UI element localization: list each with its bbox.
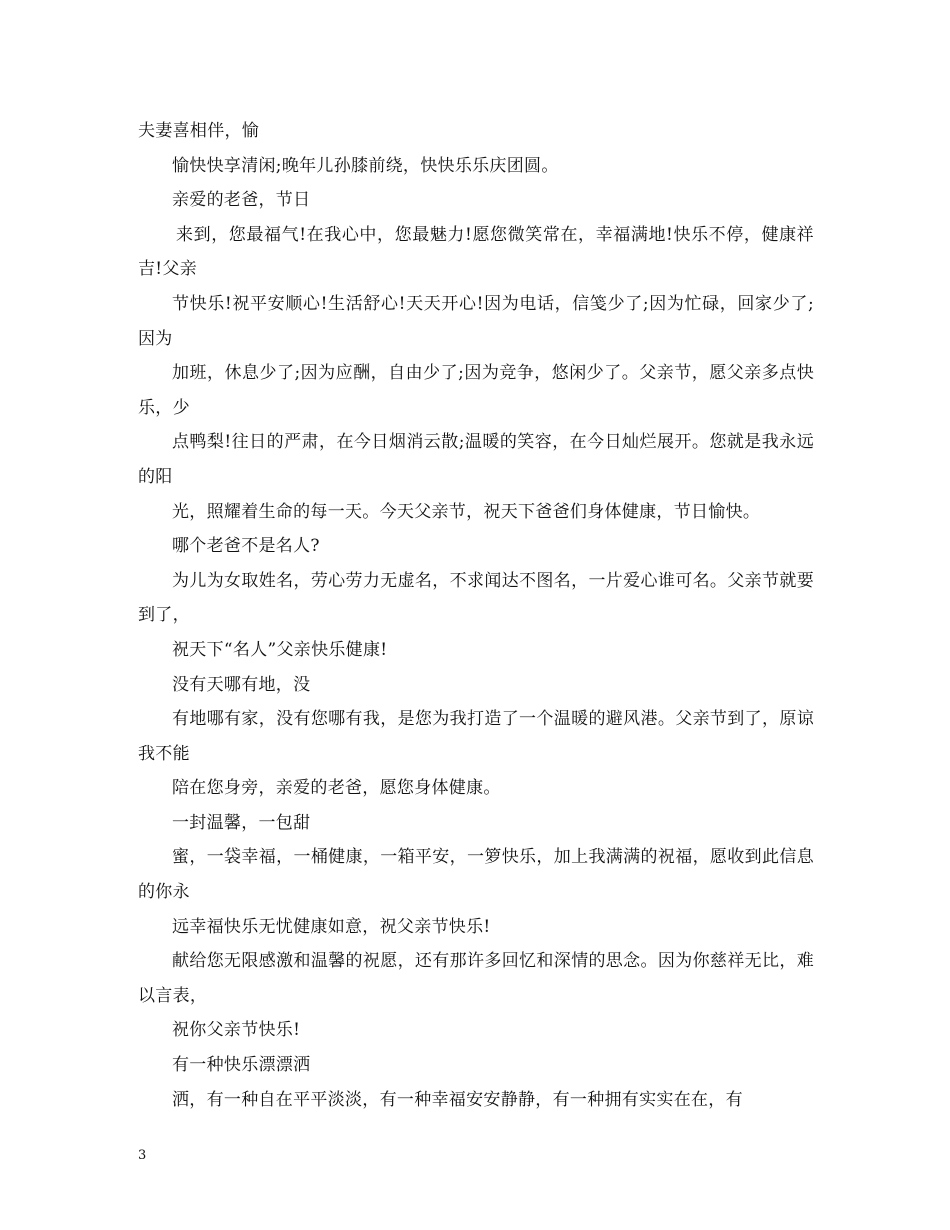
paragraph: 远幸福快乐无忧健康如意，祝父亲节快乐!	[172, 916, 491, 937]
paragraph: 节快乐!祝平安顺心!生活舒心!天天开心!因为电话，信笺少了;因为忙碌，回家少了;因为	[138, 293, 814, 349]
paragraph: 洒，有一种自在平平淡淡，有一种幸福安安静静，有一种拥有实实在在，有	[172, 1089, 743, 1110]
paragraph: 陪在您身旁，亲爱的老爸，愿您身体健康。	[172, 778, 501, 799]
paragraph: 一封温馨，一包甜	[172, 812, 311, 833]
body-text	[138, 114, 814, 1117]
page-number: 3	[138, 1148, 147, 1163]
paragraph: 有一种快乐漂漂洒	[172, 1055, 311, 1076]
paragraph: 来到，您最福气!在我心中，您最魅力!愿您微笑常在，幸福满地!快乐不停，健康祥吉!父亲	[138, 224, 814, 280]
paragraph: 亲爱的老爸，节日	[172, 190, 311, 211]
paragraph: 祝你父亲节快乐!	[172, 1020, 301, 1041]
paragraph: 祝天下“名人”父亲快乐健康!	[172, 639, 388, 660]
paragraph: 献给您无限感激和温馨的祝愿，还有那许多回忆和深情的思念。因为你慈祥无比，难以言表，	[138, 951, 814, 1006]
paragraph: 有地哪有家，没有您哪有我，是您为我打造了一个温暖的避风港。父亲节到了，原谅我不能	[138, 709, 814, 764]
paragraph: 点鸭梨!往日的严肃，在今日烟消云散;温暖的笑容，在今日灿烂展开。您就是我永远的阳	[138, 432, 814, 487]
paragraph: 愉快快享清闲;晚年儿孙膝前绕，快快乐乐庆团圆。	[172, 155, 559, 176]
paragraph: 光，照耀着生命的每一天。今天父亲节，祝天下爸爸们身体健康，节日愉快。	[172, 501, 761, 522]
paragraph: 蜜，一袋幸福，一桶健康，一箱平安，一箩快乐，加上我满满的祝福，愿收到此信息的你永	[138, 847, 814, 903]
paragraph: 夫妻喜相伴，愉	[138, 121, 260, 141]
paragraph: 没有天哪有地，没	[172, 674, 311, 695]
paragraph: 为儿为女取姓名，劳心劳力无虚名，不求闻达不图名，一片爱心谁可名。父亲节就要到了，	[138, 570, 814, 626]
paragraph: 哪个老爸不是名人?	[172, 536, 320, 557]
paragraph: 加班，休息少了;因为应酬，自由少了;因为竞争，悠闲少了。父亲节，愿父亲多点快乐，少	[138, 363, 814, 418]
